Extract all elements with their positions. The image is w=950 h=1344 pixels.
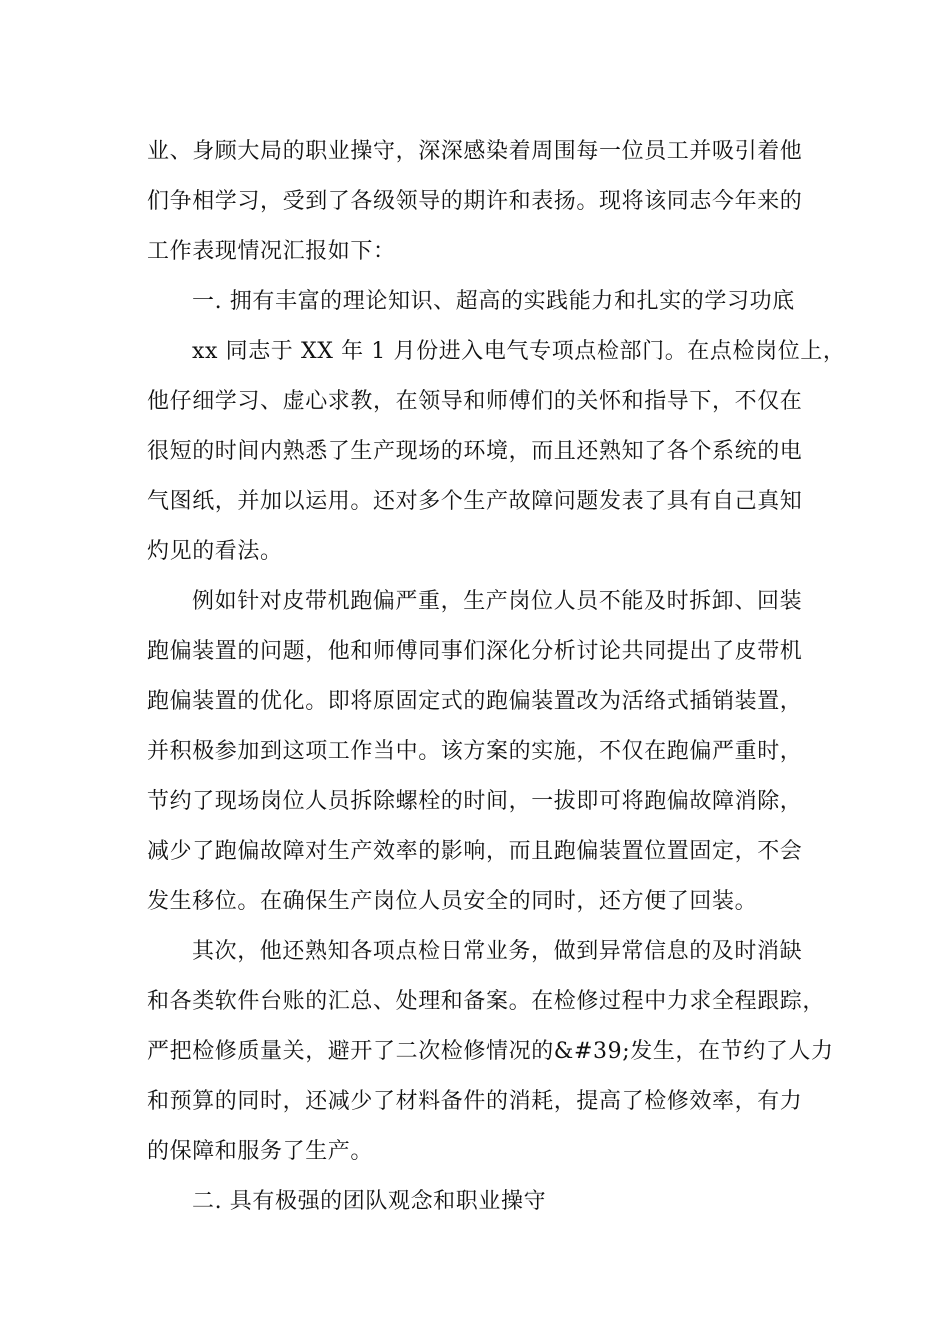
text-line: 跑偏装置的优化。即将原固定式的跑偏装置改为活络式插销装置， <box>147 689 803 714</box>
text-line: 跑偏装置的问题，他和师傅同事们深化分析讨论共同提出了皮带机 <box>147 639 803 664</box>
text-line: 他仔细学习、虚心求教，在领导和师傅们的关怀和指导下，不仅在 <box>147 389 803 414</box>
text-line: 严把检修质量关，避开了二次检修情况的&#39;发生，在节约了人力 <box>147 1039 834 1064</box>
text-line: 业、身顾大局的职业操守，深深感染着周围每一位员工并吸引着他 <box>147 139 803 164</box>
text-line: 例如针对皮带机跑偏严重，生产岗位人员不能及时拆卸、回装 <box>192 589 803 614</box>
text-line: 发生移位。在确保生产岗位人员安全的同时，还方便了回装。 <box>147 889 758 914</box>
text-line: 们争相学习，受到了各级领导的期许和表扬。现将该同志今年来的 <box>147 189 803 214</box>
text-line: 减少了跑偏故障对生产效率的影响，而且跑偏装置位置固定，不会 <box>147 839 803 864</box>
section-heading: 一. 拥有丰富的理论知识、超高的实践能力和扎实的学习功底 <box>192 289 795 314</box>
text-line: 并积极参加到这项工作当中。该方案的实施，不仅在跑偏严重时， <box>147 739 803 764</box>
text-line: xx 同志于 XX 年 1 月份进入电气专项点检部门。在点检岗位上， <box>192 339 846 364</box>
text-line: 工作表现情况汇报如下： <box>147 239 396 264</box>
text-line: 节约了现场岗位人员拆除螺栓的时间，一拔即可将跑偏故障消除， <box>147 789 803 814</box>
text-line: 和各类软件台账的汇总、处理和备案。在检修过程中力求全程跟踪， <box>147 989 826 1014</box>
text-line: 其次，他还熟知各项点检日常业务，做到异常信息的及时消缺 <box>192 939 803 964</box>
text-line: 气图纸，并加以运用。还对多个生产故障问题发表了具有自己真知 <box>147 489 803 514</box>
text-line: 和预算的同时，还减少了材料备件的消耗，提高了检修效率，有力 <box>147 1089 803 1114</box>
text-line: 的保障和服务了生产。 <box>147 1139 374 1164</box>
text-line: 灼见的看法。 <box>147 539 283 564</box>
text-line: 很短的时间内熟悉了生产现场的环境，而且还熟知了各个系统的电 <box>147 439 803 464</box>
section-heading: 二. 具有极强的团队观念和职业操守 <box>192 1189 547 1214</box>
